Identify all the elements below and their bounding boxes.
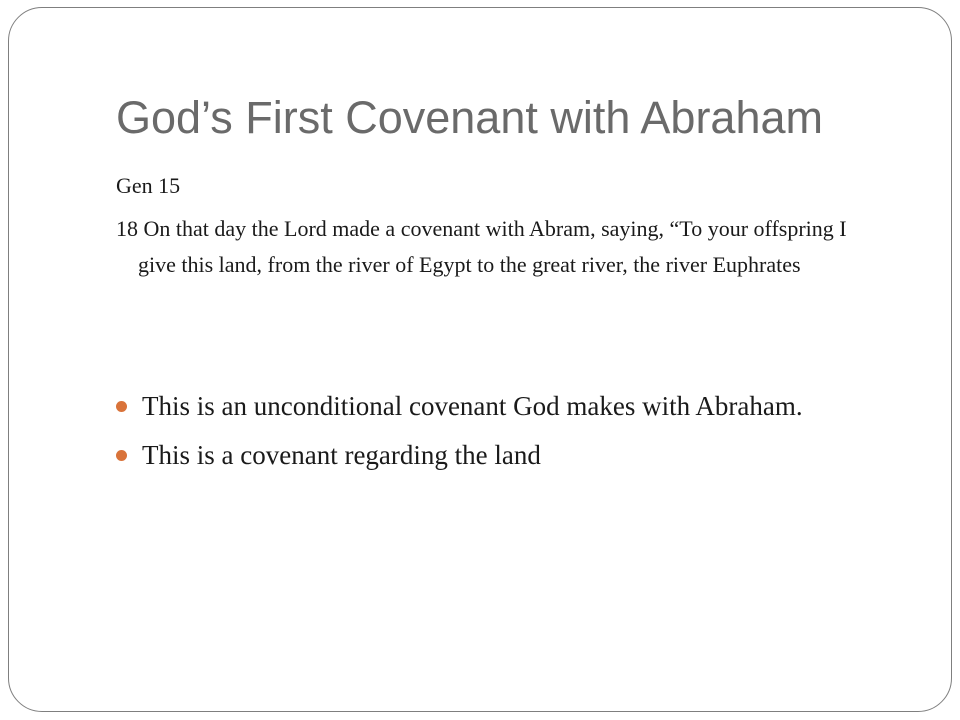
bullet-text: This is a covenant regarding the land xyxy=(142,440,541,470)
slide xyxy=(8,7,952,712)
bullet-dot-icon xyxy=(116,450,127,461)
scripture-reference: Gen 15 xyxy=(116,173,181,198)
bullet-dot-icon xyxy=(116,401,127,412)
bullet-item xyxy=(116,383,803,432)
bullet-item xyxy=(116,432,803,481)
scripture-verse: 18 On that day the Lord made a covenant with Abram, saying, “To your offspring I give this land, from the river of Egypt to the great river, the river Euphrates xyxy=(116,216,847,277)
bullet-text: This is an unconditional covenant God makes with Abraham. xyxy=(142,391,803,421)
slide-title: God’s First Covenant with Abraham xyxy=(116,92,823,143)
bullet-list xyxy=(116,383,803,481)
